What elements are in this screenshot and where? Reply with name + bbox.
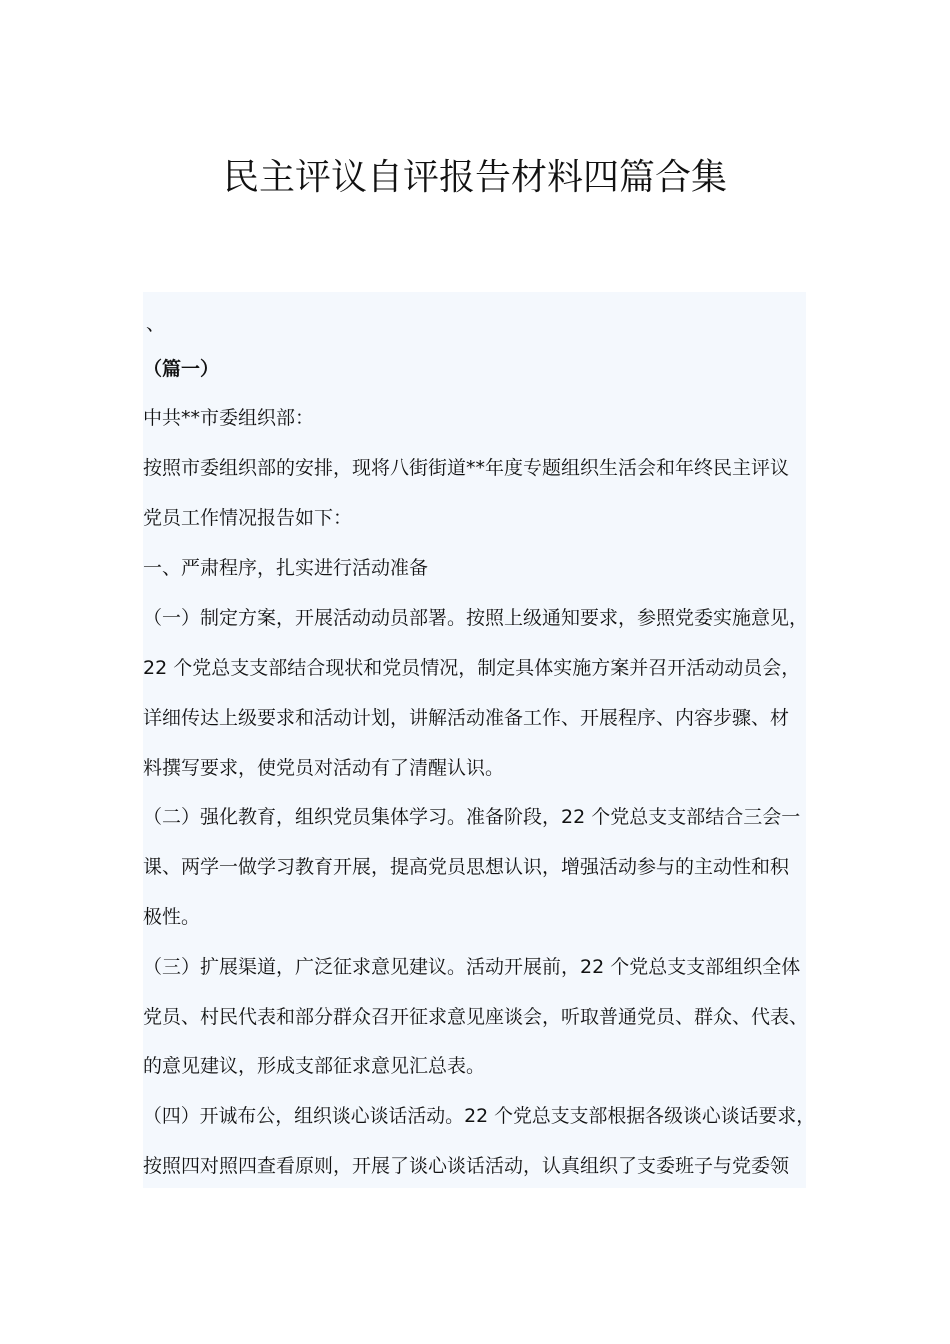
- body-line: 中共**市委组织部：: [143, 407, 315, 429]
- body-line: 按照市委组织部的安排，现将八街街道**年度专题组织生活会和年终民主评议: [143, 457, 790, 479]
- document-title: 民主评议自评报告材料四篇合集: [222, 157, 727, 198]
- section-label: （篇一）: [143, 358, 220, 380]
- body-line: 一、严肃程序，扎实进行活动准备: [143, 557, 429, 579]
- stray-mark: 、: [146, 313, 166, 335]
- body-line: 课、两学一做学习教育开展，提高党员思想认识，增强活动参与的主动性和积: [143, 856, 790, 878]
- body-line: （一）制定方案，开展活动动员部署。按照上级通知要求，参照党委实施意见，: [143, 607, 809, 629]
- body-line: （四）开诚布公，组织谈心谈话活动。22 个党总支支部根据各级谈心谈话要求，: [143, 1105, 816, 1127]
- body-line: 按照四对照四查看原则，开展了谈心谈话活动，认真组织了支委班子与党委领: [143, 1155, 790, 1177]
- body-line: （二）强化教育，组织党员集体学习。准备阶段，22 个党总支支部结合三会一: [143, 806, 801, 828]
- body-line: 的意见建议，形成支部征求意见汇总表。: [143, 1055, 486, 1077]
- body-line: （三）扩展渠道，广泛征求意见建议。活动开展前，22 个党总支支部组织全体: [143, 956, 801, 978]
- body-line: 党员、村民代表和部分群众召开征求意见座谈会，听取普通党员、群众、代表、: [143, 1006, 809, 1028]
- body-line: 详细传达上级要求和活动计划，讲解活动准备工作、开展程序、内容步骤、材: [143, 707, 790, 729]
- body-line: 22 个党总支支部结合现状和党员情况，制定具体实施方案并召开活动动员会，: [143, 657, 801, 679]
- body-line: 党员工作情况报告如下：: [143, 507, 353, 529]
- body-line: 极性。: [143, 906, 201, 928]
- body-line: 料撰写要求，使党员对活动有了清醒认识。: [143, 757, 505, 779]
